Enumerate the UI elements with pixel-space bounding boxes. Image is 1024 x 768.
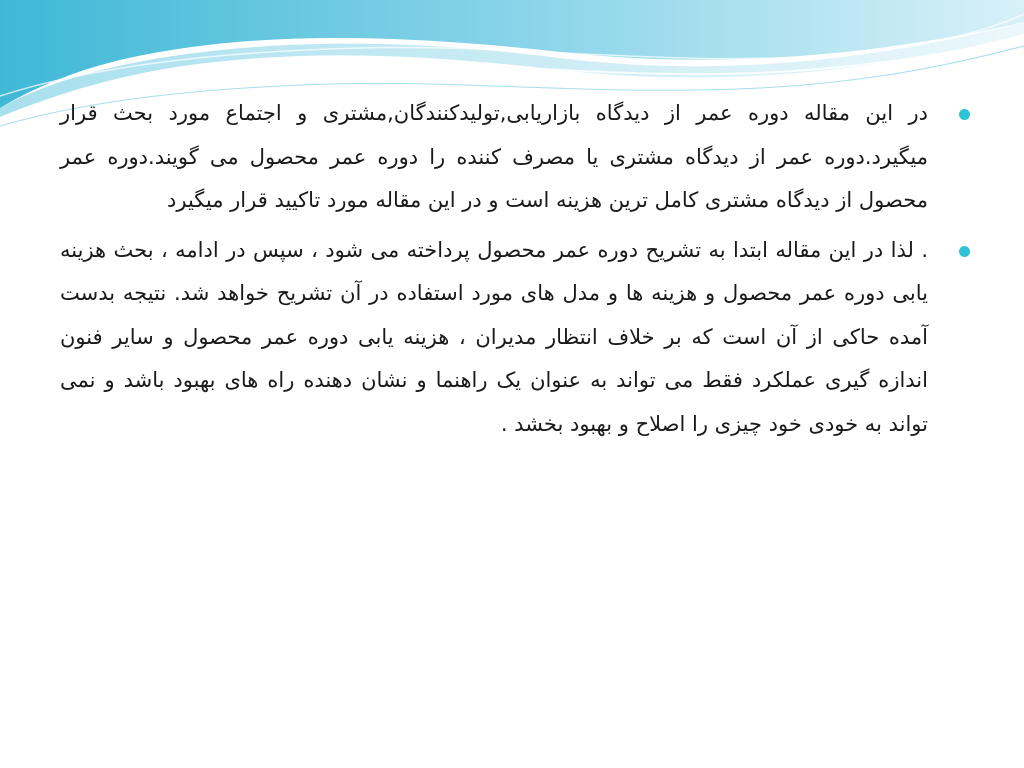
- bullet-text: . لذا در این مقاله ابتدا به تشریح دوره عمر محصول پرداخته می شود ، سپس در ادامه ، بحث هزینه یابی دوره عمر محصول و هزینه ها و مدل های مورد استفاده در آن تشریح خواهد شد. نتیجه بدست آمده حاکی از آن است که بر خلاف انتظار مدیران ، هزینه یابی دوره عمر محصول و سایر فنون اندازه گیری عملکرد فقط می تواند به عنوان یک راهنما و نشان دهنده راه های بهبود باشد و نمی تواند به خودی خود چیزی را اصلاح و بهبود بخشد .: [60, 237, 928, 436]
- slide-body: [60, 92, 970, 452]
- bullet-dot-icon: [959, 109, 970, 120]
- bullet-item: [60, 229, 970, 447]
- bullet-item: [60, 92, 970, 223]
- bullet-text: در این مقاله دوره عمر از دیدگاه بازاریابی,تولیدکنندگان,مشتری و اجتماع مورد بحث قرار میگیرد.دوره عمر از دیدگاه مشتری یا مصرف کننده را دوره عمر محصول می گویند.دوره عمر محصول از دیدگاه مشتری کامل ترین هزینه است و در این مقاله مورد تاکیید قرار میگیرد: [60, 101, 928, 212]
- bullet-dot-icon: [959, 246, 970, 257]
